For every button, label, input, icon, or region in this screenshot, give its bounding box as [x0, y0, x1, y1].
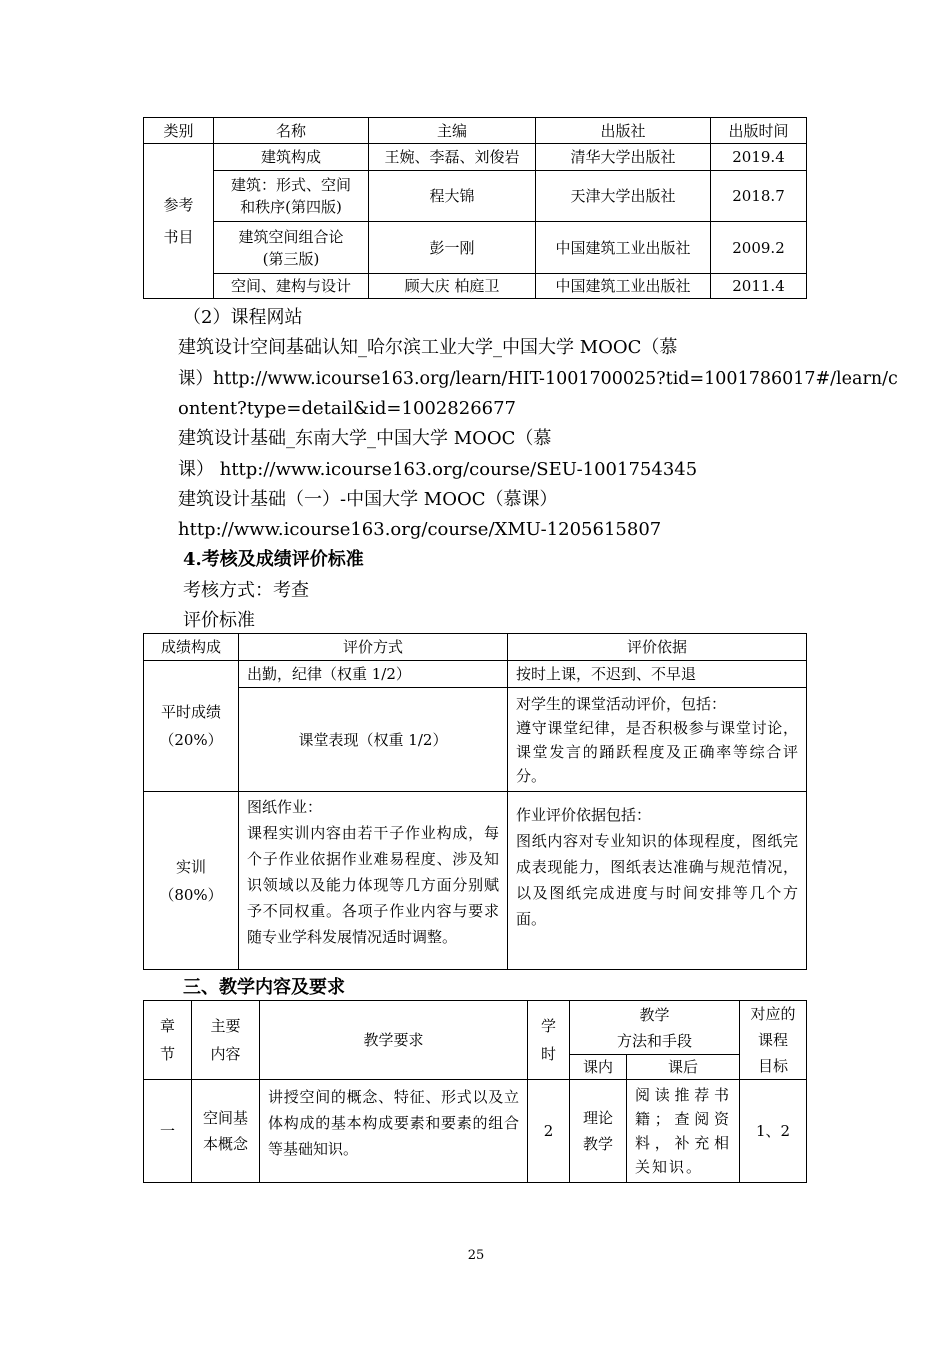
book-date: 2011.4: [711, 274, 807, 299]
table-row: [144, 792, 807, 970]
website-line: 建筑设计基础_东南大学_中国大学 MOOC（慕: [178, 428, 552, 449]
book-name: 建筑空间组合论 (第三版): [214, 222, 369, 274]
table-row: [144, 144, 807, 171]
in-class-cell: 理论 教学: [570, 1080, 627, 1183]
website-line: 建筑设计基础（一）-中国大学 MOOC（慕课）: [178, 489, 558, 510]
chapter-cell: 一: [144, 1080, 192, 1183]
header-chapter: 章 节: [144, 1001, 192, 1080]
header-requirement: 教学要求: [260, 1001, 528, 1080]
book-publisher: 清华大学出版社: [536, 144, 711, 171]
section-heading: 三、教学内容及要求: [183, 977, 345, 998]
table-row: [144, 688, 807, 792]
hours-cell: 2: [528, 1080, 570, 1183]
book-date: 2018.7: [711, 171, 807, 222]
attendance-basis: 按时上课，不迟到、不早退: [508, 661, 807, 688]
website-line: 建筑设计空间基础认知_哈尔滨工业大学_中国大学 MOOC（慕: [178, 337, 678, 358]
book-editor: 程大锦: [369, 171, 536, 222]
reference-books-table: [143, 117, 807, 299]
regular-grade-label: 平时成绩 （20%）: [144, 661, 239, 792]
header-editor: 主编: [369, 118, 536, 144]
book-editor: 彭一刚: [369, 222, 536, 274]
class-performance-basis: 对学生的课堂活动评价，包括： 遵守课堂纪律，是否积极参与课堂讨论，课堂发言的踊跃程度及正确率等综合评分。: [508, 688, 807, 792]
page-number: 25: [467, 1248, 485, 1263]
category-cell: 参考 书目: [144, 144, 214, 299]
website-line[interactable]: 课） http://www.icourse163.org/course/SEU-1001754345: [178, 459, 698, 480]
book-name: 建筑构成: [214, 144, 369, 171]
table-row: [144, 661, 807, 688]
header-course-goal: 对应的 课程 目标: [740, 1001, 807, 1080]
teaching-content-table: [143, 1000, 807, 1183]
header-publisher: 出版社: [536, 118, 711, 144]
header-methods: 教学 方法和手段: [570, 1001, 740, 1055]
book-publisher: 中国建筑工业出版社: [536, 274, 711, 299]
header-date: 出版时间: [711, 118, 807, 144]
table-row: [144, 274, 807, 299]
header-main-content: 主要 内容: [192, 1001, 260, 1080]
book-publisher: 天津大学出版社: [536, 171, 711, 222]
table-row: [144, 222, 807, 274]
header-grade-composition: 成绩构成: [144, 634, 239, 661]
header-in-class: 课内: [570, 1055, 627, 1080]
websites-heading: （2）课程网站: [183, 307, 303, 328]
class-performance-method: 课堂表现（权重 1/2）: [239, 688, 508, 792]
practice-method: 图纸作业： 课程实训内容由若干子作业构成，每个子作业依据作业难易程度、涉及知识领域以及能力体现等几方面分别赋予不同权重。各项子作业内容与要求随专业学科发展情况适时调整。: [239, 792, 508, 970]
header-hours: 学 时: [528, 1001, 570, 1080]
website-line[interactable]: ontent?type=detail&id=1002826677: [178, 398, 517, 419]
attendance-method: 出勤，纪律（权重 1/2）: [239, 661, 508, 688]
header-evaluation-basis: 评价依据: [508, 634, 807, 661]
header-name: 名称: [214, 118, 369, 144]
book-name: 建筑：形式、空间 和秩序(第四版): [214, 171, 369, 222]
book-date: 2009.2: [711, 222, 807, 274]
website-line[interactable]: http://www.icourse163.org/course/XMU-1205615807: [178, 519, 662, 540]
practice-basis: 作业评价依据包括： 图纸内容对专业知识的体现程度，图纸完成表现能力，图纸表达准确与规范情况，以及图纸完成进度与时间安排等几个方面。: [508, 792, 807, 970]
website-line[interactable]: 课）http://www.icourse163.org/learn/HIT-1001700025?tid=1001786017#/learn/c: [178, 369, 898, 389]
header-after-class: 课后: [627, 1055, 740, 1080]
requirement-cell: 讲授空间的概念、特征、形式以及立体构成的基本构成要素和要素的组合等基础知识。: [260, 1080, 528, 1183]
assessment-method: 考核方式：考查: [183, 580, 309, 601]
book-name: 空间、建构与设计: [214, 274, 369, 299]
book-publisher: 中国建筑工业出版社: [536, 222, 711, 274]
book-editor: 王婉、李磊、刘俊岩: [369, 144, 536, 171]
assessment-heading: 4.考核及成绩评价标准: [183, 549, 364, 570]
table-row: [144, 171, 807, 222]
main-content-cell: 空间基 本概念: [192, 1080, 260, 1183]
grade-table: [143, 633, 807, 970]
book-editor: 顾大庆 柏庭卫: [369, 274, 536, 299]
assessment-criteria-label: 评价标准: [183, 610, 255, 631]
header-evaluation-method: 评价方式: [239, 634, 508, 661]
table-row: [144, 1080, 807, 1183]
after-class-cell: 阅读推荐书籍；查阅资料，补充相关知识。: [627, 1080, 740, 1183]
practice-grade-label: 实训 （80%）: [144, 792, 239, 970]
header-category: 类别: [144, 118, 214, 144]
course-goal-cell: 1、2: [740, 1080, 807, 1183]
book-date: 2019.4: [711, 144, 807, 171]
